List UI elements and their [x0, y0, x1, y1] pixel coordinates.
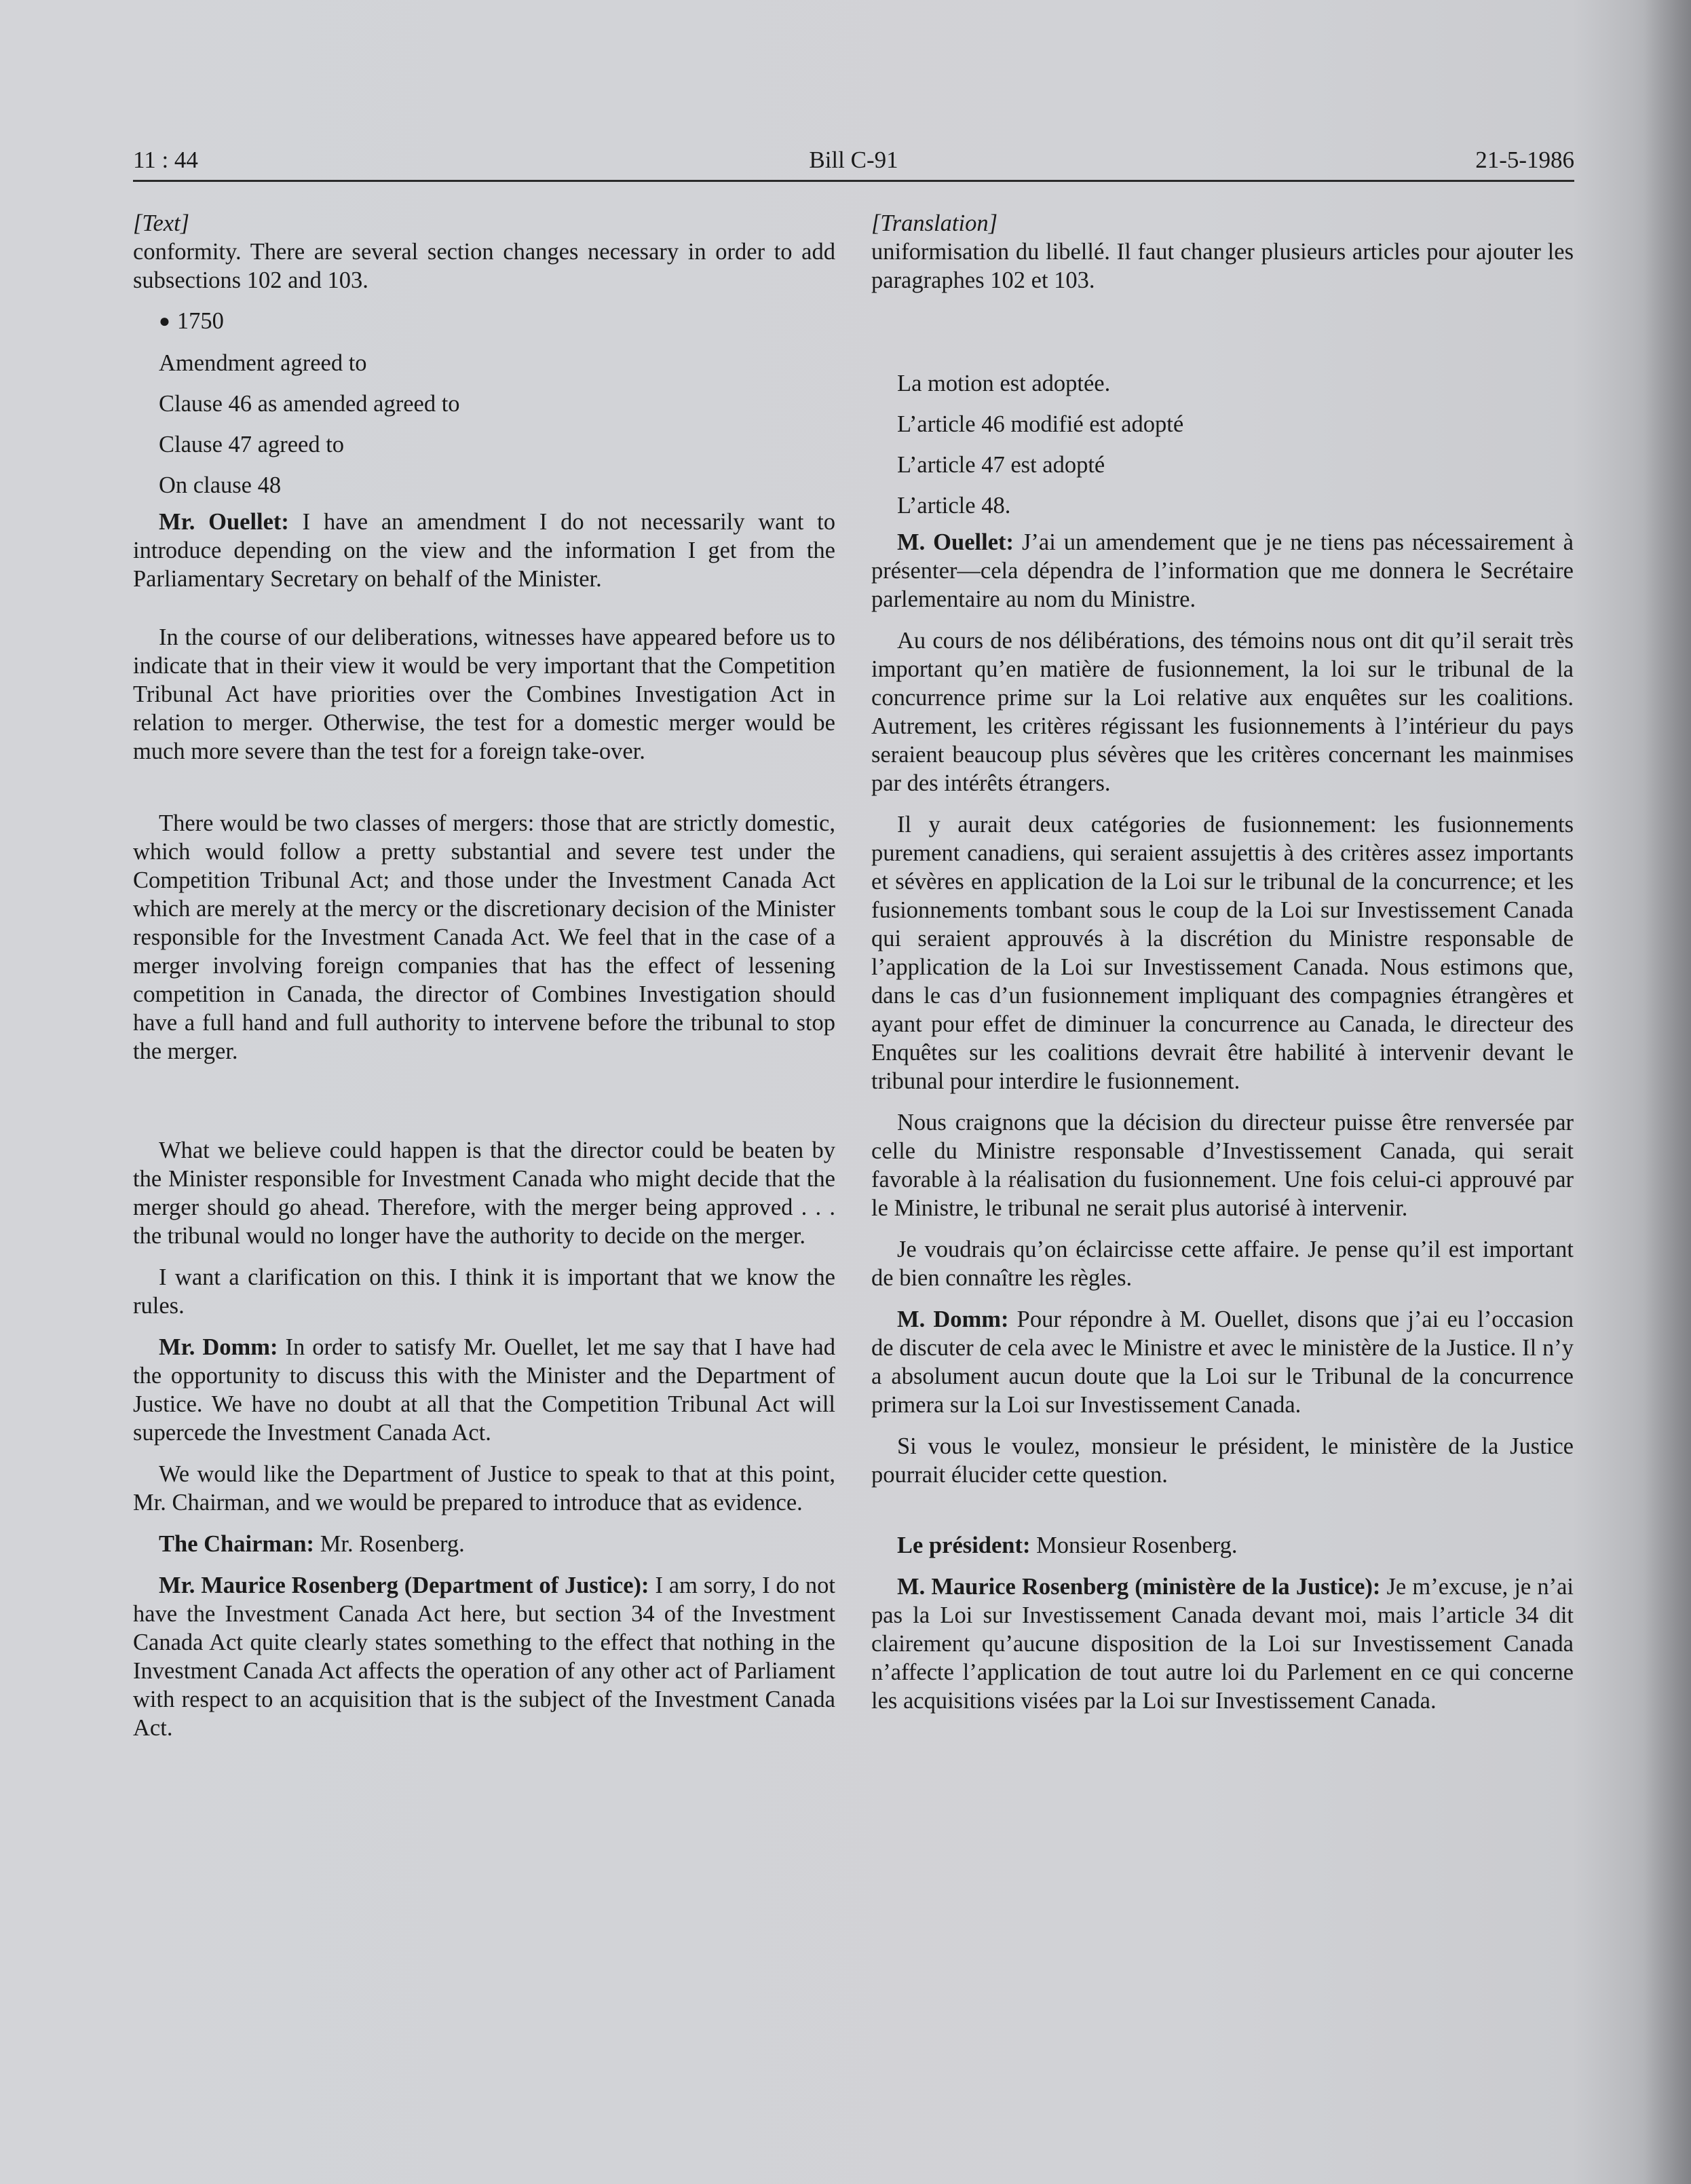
paragraph-course: Au cours de nos délibérations, des témoins nous ont dit qu’il serait très important qu’en matière de fusionnement, la loi sur le tribunal de la concurrence prime sur la Loi relative aux enquêtes sur les coalitions. Autrement, les critères régissant les fusionnements à l’intérieur du pays seraient beaucoup plus sévères que les critères concernant les mainmises par des intérêts étrangers.: [871, 628, 1574, 796]
speaker-name: Mr. Ouellet:: [159, 509, 289, 535]
motion-line: La motion est adoptée.: [897, 371, 1111, 396]
speech-rosenberg: [871, 1573, 1574, 1715]
speech-ouellet: [871, 528, 1574, 614]
translation-tag: [Translation]: [871, 210, 998, 236]
time-marker-value: 1750: [176, 308, 224, 334]
time-marker: [133, 307, 835, 336]
speech-text: Je m’excuse, je n’ai pas la Loi sur Investissement Canada devant moi, mais l’article 34 dit clairement qu’aucune disposition de la Loi sur Investissement Canada n’affecte l’application de tout autre loi du Parlement en ce qui concerne les acquisitions visées par la Loi sur Investissement Canada.: [871, 1574, 1574, 1714]
paragraph-believe: What we believe could happen is that the director could be beaten by the Minister responsible for Investment Canada who might decide that the merger should go ahead. Therefore, with the merger being approved . . . the tribunal would no longer have the authority to decide on the merger.: [133, 1137, 835, 1249]
french-column: [871, 209, 1574, 1728]
paragraph-clarify: Je voudrais qu’on éclaircisse cette affaire. Je pense qu’il est important de bien connaître les règles.: [871, 1237, 1574, 1291]
paragraph-justice: Si vous le voulez, monsieur le président, le ministère de la Justice pourrait élucider cette question.: [871, 1433, 1574, 1488]
speaker-name: The Chairman:: [159, 1531, 315, 1557]
motion-line: L’article 46 modifié est adopté: [897, 411, 1184, 437]
motion-line: Clause 46 as amended agreed to: [159, 391, 460, 417]
motion-line: On clause 48: [159, 472, 282, 498]
speech-ouellet: [133, 508, 835, 593]
paragraph-believe: Nous craignons que la décision du directeur puisse être renversée par celle du Ministre responsable d’Investissement Canada, qui serait favorable à la réalisation du fusionnement. Une fois celui-ci approuvé par le Ministre, le tribunal ne serait plus autorisé à intervenir.: [871, 1110, 1574, 1221]
speaker-name: Mr. Domm:: [159, 1334, 278, 1360]
motion-line: Clause 47 agreed to: [159, 432, 345, 457]
english-column: [133, 209, 835, 1755]
speaker-name: M. Ouellet:: [897, 529, 1014, 555]
paragraph-conformity: conformity. There are several section changes necessary in order to add subsections 102 and 103.: [133, 239, 835, 293]
speech-text: Pour répondre à M. Ouellet, disons que j’ai eu l’occasion de discuter de cela avec le Ministre et avec le ministère de la Justice. Il n’y a absolument aucun doute que la Loi sur le Tribunal de la concurrence primera sur la Loi sur Investissement Canada.: [871, 1306, 1574, 1418]
paragraph-classes: Il y aurait deux catégories de fusionnement: les fusionnements purement canadiens, qui seraient assujettis à des critères assez importants et sévères en application de la Loi sur le tribunal de la concurrence; et les fusionnements tombant sous le coup de la Loi sur Investissement Canada qui seraient approuvés à la discrétion du Ministre responsable de l’application de la Loi sur Investissement Canada. Nous estimons que, dans le cas d’un fusionnement impliquant des compagnies étrangères et ayant pour effet de diminuer la concurrence au Canada, le directeur des Enquêtes sur les coalitions devrait être habilité à intervenir devant le tribunal pour interdire le fusionnement.: [871, 812, 1574, 1094]
speech-text: In order to satisfy Mr. Ouellet, let me say that I have had the opportunity to discuss this with the Minister and the Department of Justice. We have no doubt at all that the Competition Tribunal Act will supercede the Investment Canada Act.: [133, 1334, 835, 1446]
speech-text: Mr. Rosenberg.: [314, 1531, 465, 1557]
motion-line: Amendment agreed to: [159, 350, 367, 376]
page-edge-shadow: [1644, 0, 1691, 2184]
speech-text: I have an amendment I do not necessarily want to introduce depending on the view and the information I get from the Parliamentary Secretary on behalf of the Minister.: [133, 509, 835, 592]
speech-chairman: [133, 1530, 835, 1558]
paragraph-justice: We would like the Department of Justice to speak to that at this point, Mr. Chairman, and we would be prepared to introduce that as evidence.: [133, 1461, 835, 1515]
header-rule: [133, 180, 1574, 182]
speech-rosenberg: [133, 1571, 835, 1742]
speech-text: J’ai un amendement que je ne tiens pas nécessairement à présenter—cela dépendra de l’information que me donnera le Secrétaire parlementaire au nom du Ministre.: [871, 529, 1574, 612]
paragraph-course: In the course of our deliberations, witnesses have appeared before us to indicate that in their view it would be very important that the Competition Tribunal Act have priorities over the Combines Investigation Act in relation to merger. Otherwise, the test for a domestic merger would be much more severe than the test for a foreign take-over.: [133, 624, 835, 764]
speaker-name: M. Maurice Rosenberg (ministère de la Justice):: [897, 1574, 1381, 1600]
speech-text: Monsieur Rosenberg.: [1030, 1532, 1238, 1558]
speaker-name: M. Domm:: [897, 1306, 1009, 1332]
motion-line: L’article 48.: [897, 493, 1011, 519]
paragraph-classes: There would be two classes of mergers: those that are strictly domestic, which would follow a pretty substantial and severe test under the Competition Tribunal Act; and those under the Investment Canada Act which are merely at the mercy or the discretionary decision of the Minister responsible for the Investment Canada Act. We feel that in the case of a merger involving foreign companies that has the effect of lessening competition in Canada, the director of Combines Investigation should have a full hand and full authority to intervene before the tribunal to stop the merger.: [133, 810, 835, 1064]
bullet-icon: ●: [159, 311, 170, 332]
speech-domm: [133, 1333, 835, 1447]
page-number: 11 : 44: [133, 147, 198, 173]
speech-chairman: [871, 1531, 1574, 1560]
paragraph-clarify: I want a clarification on this. I think it is important that we know the rules.: [133, 1264, 835, 1319]
speech-text: I am sorry, I do not have the Investment Canada Act here, but section 34 of the Investment Canada Act quite clearly states something to the effect that nothing in the Investment Canada Act affects the operation of any other act of Parliament with respect to an acquisition that is the subject of the Investment Canada Act.: [133, 1573, 835, 1741]
text-tag: [Text]: [133, 210, 190, 236]
paragraph-uniformisation: uniformisation du libellé. Il faut changer plusieurs articles pour ajouter les paragraphes 102 et 103.: [871, 239, 1574, 293]
running-header: [133, 143, 1574, 178]
motion-line: L’article 47 est adopté: [897, 452, 1105, 478]
speaker-name: Mr. Maurice Rosenberg (Department of Justice):: [159, 1573, 649, 1598]
speaker-name: Le président:: [897, 1532, 1031, 1558]
header-date: 21-5-1986: [1475, 147, 1574, 173]
speech-domm: [871, 1305, 1574, 1419]
bill-title: Bill C-91: [809, 147, 898, 173]
